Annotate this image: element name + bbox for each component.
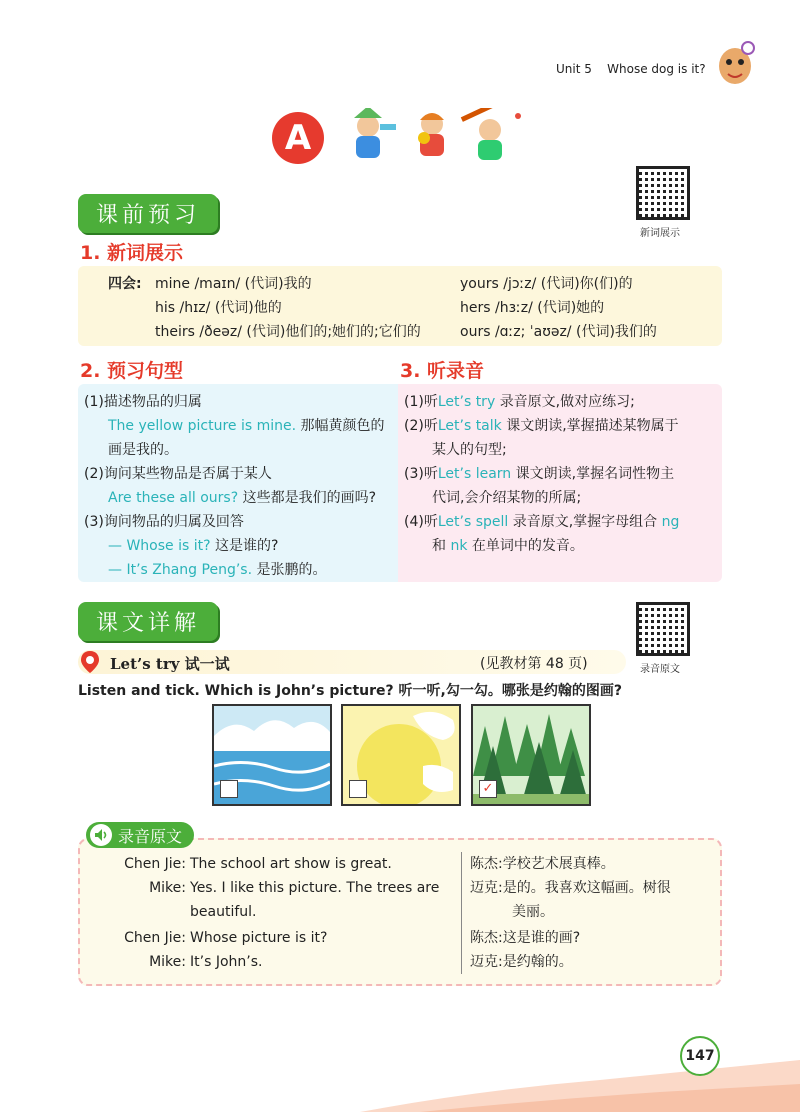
page-header (556, 62, 706, 76)
dialog-cn-0: 陈杰:学校艺术展真棒。 (470, 856, 615, 872)
heading-patterns: 2. 预习句型 (80, 360, 184, 382)
listen-4-cont (432, 534, 584, 558)
pattern-3-question (108, 534, 278, 558)
cartoon-kids-illustration (340, 108, 530, 168)
word-theirs: theirs /ðeəz/ (代词)他们的;她们的;它们的 (155, 324, 421, 340)
listen-2-cont: 某人的句型; (432, 442, 507, 458)
word-his: his /hɪz/ (代词)他的 (155, 300, 282, 316)
script-tab (86, 822, 194, 848)
dialog-en-speaker-4: Mike: (149, 954, 186, 970)
unit-title: Whose dog is it? (607, 62, 706, 76)
picture-sun (341, 704, 461, 806)
tick-box-2[interactable] (349, 780, 367, 798)
section-badge: A (272, 112, 324, 164)
listen-1-en: Let’s try (437, 394, 496, 410)
pattern-3-a-en: — It’s Zhang Peng’s. (108, 562, 253, 578)
level-label: 四会: (108, 276, 142, 292)
footer-wave (0, 1030, 800, 1112)
heading-listen: 3. 听录音 (400, 360, 485, 382)
dialog-en-line-0: The school art show is great. (190, 856, 392, 872)
dialog-en-line-4: It’s John’s. (190, 954, 263, 970)
picture-trees (471, 704, 591, 806)
try-page-ref: (见教材第 48 页) (480, 656, 588, 672)
dialog-en-speaker-1: Mike: (149, 880, 186, 896)
listen-4-nk: nk (450, 538, 468, 554)
listen-4-rest2: 在单词中的发音。 (471, 538, 584, 554)
pattern-3-q-cn: 这是谁的? (215, 538, 279, 554)
listen-4-rest: 录音原文,掌握字母组合 (512, 514, 658, 530)
heading-new-words: 1. 新词展示 (80, 242, 184, 264)
pattern-1-cn-a: 那幅黄颜色的 (300, 418, 385, 434)
script-tab-label: 录音原文 (118, 826, 183, 846)
listen-4-ng: ng (661, 514, 680, 530)
lesson-tab: 课文详解 (78, 602, 218, 641)
dialog-en-line-2: beautiful. (190, 904, 257, 920)
qr-code-icon[interactable] (636, 166, 690, 220)
preview-tab: 课前预习 (78, 194, 218, 233)
tick-box-1[interactable] (220, 780, 238, 798)
pattern-2-line (108, 486, 376, 510)
pattern-1-en: The yellow picture is mine. (108, 418, 297, 434)
listen-2-en: Let’s talk (437, 418, 502, 434)
listen-1-rest: 录音原文,做对应练习; (499, 394, 635, 410)
unit-label: Unit 5 (556, 62, 592, 76)
listen-4-prefix: (4)听 (404, 514, 438, 530)
listen-3-en: Let’s learn (437, 466, 512, 482)
listen-4-en: Let’s spell (437, 514, 509, 530)
listen-3-cont: 代词,会介绍某物的所属; (432, 490, 582, 506)
pattern-1-title: (1)描述物品的归属 (84, 394, 202, 410)
dialog-en-line-3: Whose picture is it? (190, 930, 328, 946)
picture-sea (212, 704, 332, 806)
listen-2-prefix: (2)听 (404, 418, 438, 434)
location-pin-icon (80, 650, 100, 674)
qr-code-icon[interactable] (636, 602, 690, 656)
listen-3-rest: 课文朗读,掌握名词性物主 (515, 466, 675, 482)
pattern-1-cn-b: 画是我的。 (108, 442, 178, 458)
dialog-cn-3: 陈杰:这是谁的画? (470, 930, 581, 946)
page-number: 147 (680, 1036, 720, 1076)
speaker-icon (90, 824, 112, 846)
pattern-3-a-cn: 是张鹏的。 (256, 562, 327, 578)
pattern-2-cn: 这些都是我们的画吗? (242, 490, 377, 506)
listen-3 (404, 462, 674, 486)
listen-1-prefix: (1)听 (404, 394, 438, 410)
pattern-2-title: (2)询问某些物品是否属于某人 (84, 466, 272, 482)
pattern-3-answer (108, 558, 326, 582)
listen-4 (404, 510, 679, 534)
word-mine: mine /maɪn/ (代词)我的 (155, 276, 312, 292)
pattern-2-en: Are these all ours? (108, 490, 239, 506)
dialog-en-speaker-0: Chen Jie: (124, 856, 186, 872)
dialog-cn-1: 迈克:是的。我喜欢这幅画。树很 (470, 880, 671, 896)
pattern-3-title: (3)询问物品的归属及回答 (84, 514, 244, 530)
dialog-divider (461, 852, 462, 974)
listen-4-he: 和 (432, 538, 446, 554)
listen-2-rest: 课文朗读,掌握描述某物属于 (506, 418, 679, 434)
dialog-en-speaker-3: Chen Jie: (124, 930, 186, 946)
qr-caption-recording: 录音原文 (640, 664, 680, 675)
listen-3-prefix: (3)听 (404, 466, 438, 482)
instruction: Listen and tick. Which is John’s picture? 听一听,勾一勾。哪张是约翰的图画? (78, 683, 622, 699)
listen-2 (404, 414, 679, 438)
pattern-3-q-en: — Whose is it? (108, 538, 211, 554)
word-yours: yours /jɔːz/ (代词)你(们)的 (460, 276, 633, 292)
pattern-1-line (108, 414, 385, 438)
dialog-cn-2: 美丽。 (512, 904, 554, 920)
qr-caption-new-words: 新词展示 (640, 228, 680, 239)
dialog-en-line-1: Yes. I like this picture. The trees are (190, 880, 440, 896)
try-title: Let’s try 试一试 (110, 655, 230, 673)
listen-1 (404, 390, 635, 414)
tick-box-3[interactable]: ✓ (479, 780, 497, 798)
dialog-cn-4: 迈克:是约翰的。 (470, 954, 573, 970)
word-ours: ours /ɑːz; ˈaʊəz/ (代词)我们的 (460, 324, 657, 340)
mascot-icon (714, 40, 756, 88)
word-hers: hers /hɜːz/ (代词)她的 (460, 300, 605, 316)
